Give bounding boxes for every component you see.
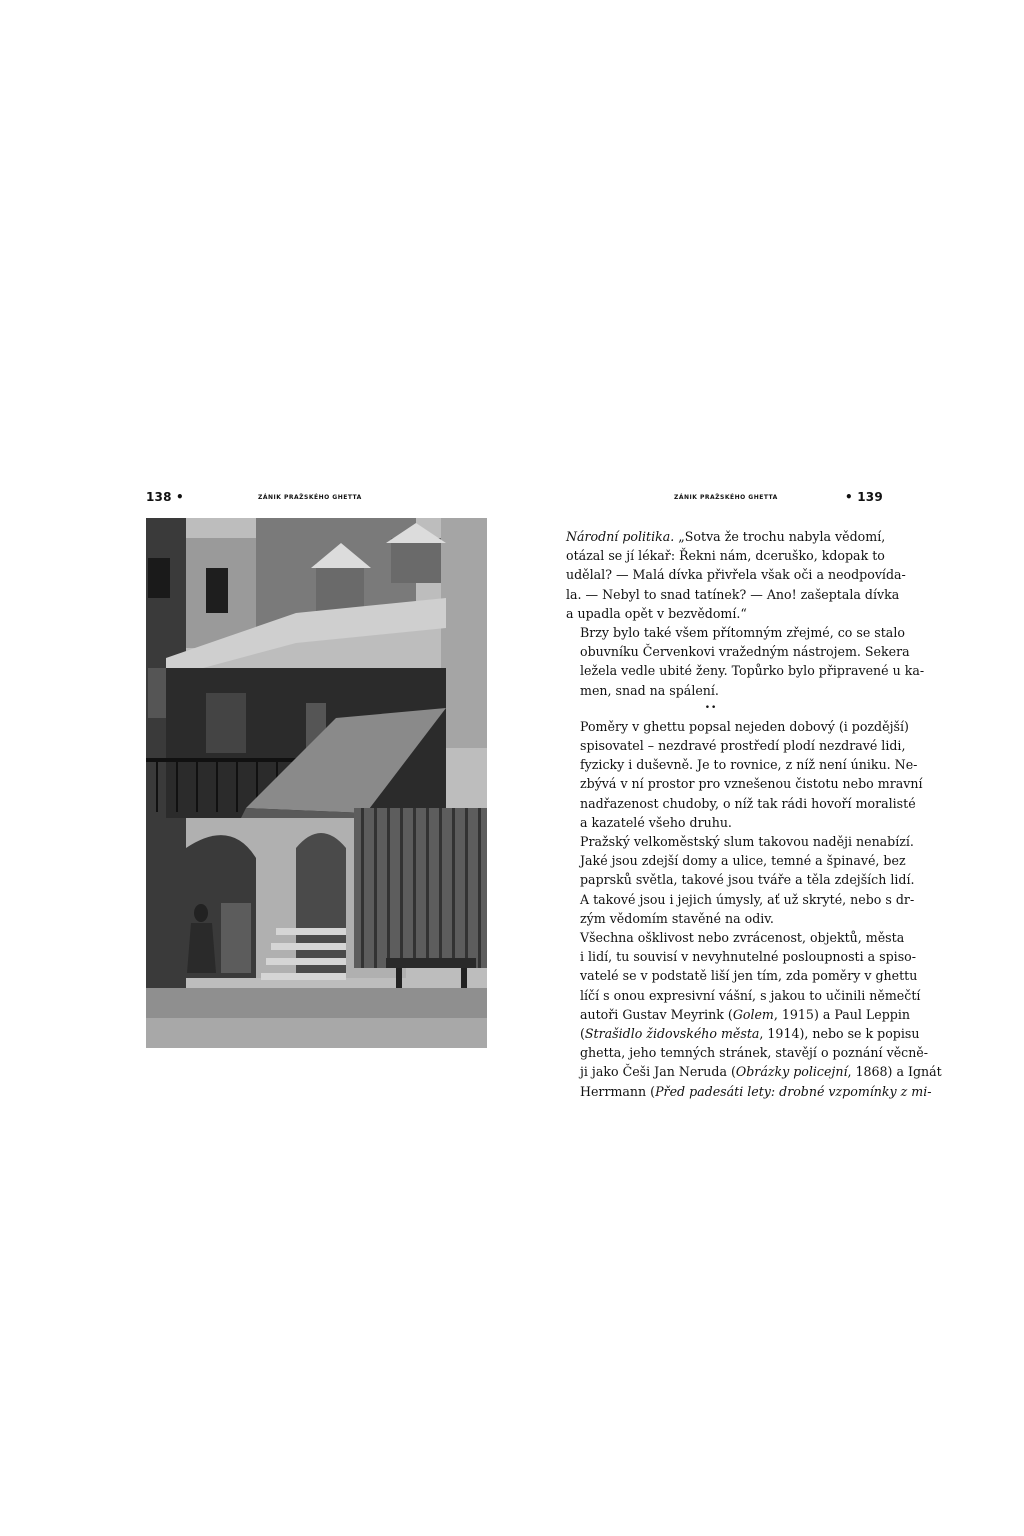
text-line: spisovatel – nezdravé prostředí plodí nezdravé lidi,: [580, 738, 906, 754]
paragraph-5: [566, 928, 942, 1101]
text-line: zbývá v ní prostor pro vznešenou čistotu nebo mravní: [580, 776, 923, 792]
text-line: Národní politika. „Sotva že trochu nabyla vědomí,: [566, 529, 886, 544]
text-line: udělal? — Malá dívka přivřela však oči a neodpovída-: [566, 567, 906, 583]
text-line: líčí s onou expresivní vášní, s jakou to učinili němečtí: [580, 987, 921, 1003]
text-line: fyzicky i duševně. Je to rovnice, z níž není úniku. Ne-: [580, 757, 918, 773]
text-line: nadřazenost chudoby, o níž tak rádi hovoří moralisté: [580, 795, 916, 811]
text-line: vatelé se v podstatě liší jen tím, zda poměry v ghettu: [580, 968, 918, 984]
text-line: Pražský velkoměstský slum takovou naději nenabízí.: [580, 834, 914, 850]
body-text: [566, 527, 942, 1101]
text-line: la. — Nebyl to snad tatínek? — Ano! zašeptala dívka: [566, 586, 900, 602]
text-line: paprsků světla, takové jsou tváře a těla zdejších lidí.: [580, 872, 915, 888]
text-line: a upadla opět v bezvědomí.“: [566, 605, 747, 621]
right-running-head: ZÁNIK PRAŽSKÉHO GHETTA: [674, 494, 778, 501]
section-divider: ••: [704, 702, 718, 713]
left-page-number: 138 •: [146, 490, 184, 504]
paragraph-4: [566, 832, 915, 928]
courtyard-photo-icon: [146, 518, 487, 1048]
text-line: Brzy bylo také všem přítomným zřejmé, co se stalo: [580, 625, 905, 641]
left-running-head: ZÁNIK PRAŽSKÉHO GHETTA: [258, 494, 362, 501]
paragraph-3: [566, 717, 923, 832]
text-line: Jaké jsou zdejší domy a ulice, temné a špinavé, bez: [580, 853, 906, 869]
paragraph-2: [566, 623, 925, 700]
text-line: otázal se jí lékař: Řekni nám, dceruško, kdopak to: [566, 548, 885, 564]
text-line: Herrmann (Před padesáti lety: drobné vzpomínky z mi-: [580, 1083, 932, 1099]
text-line: ležela vedle ubité ženy. Topůrko bylo připravené u ka-: [580, 663, 925, 679]
text-line: obuvníku Červenkovi vražedným nástrojem. Sekera: [580, 644, 910, 660]
text-line: men, snad na spálení.: [580, 682, 719, 698]
text-line: Poměry v ghettu popsal nejeden dobový (i pozdější): [580, 718, 909, 734]
text-line: a kazatelé všeho druhu.: [580, 814, 732, 830]
text-line: ji jako Češi Jan Neruda (Obrázky policejní, 1868) a Ignát: [580, 1064, 942, 1080]
text-line: autoři Gustav Meyrink (Golem, 1915) a Paul Leppin: [580, 1006, 911, 1022]
text-line: i lidí, tu souvisí v nevyhnutelné posloupnosti a spiso-: [580, 949, 917, 965]
text-line: zým vědomím stavěné na odiv.: [580, 910, 774, 926]
text-line: (Strašidlo židovského města, 1914), nebo se k popisu: [580, 1026, 920, 1042]
right-page-number: • 139: [845, 490, 883, 504]
text-line: A takové jsou i jejich úmysly, ať už skryté, nebo s dr-: [580, 891, 915, 907]
text-line: ghetta, jeho temných stránek, stavějí o poznání věcně-: [580, 1045, 929, 1061]
text-line: Všechna ošklivost nebo zvrácenost, objektů, města: [580, 930, 905, 946]
paragraph-quote: [566, 527, 906, 623]
